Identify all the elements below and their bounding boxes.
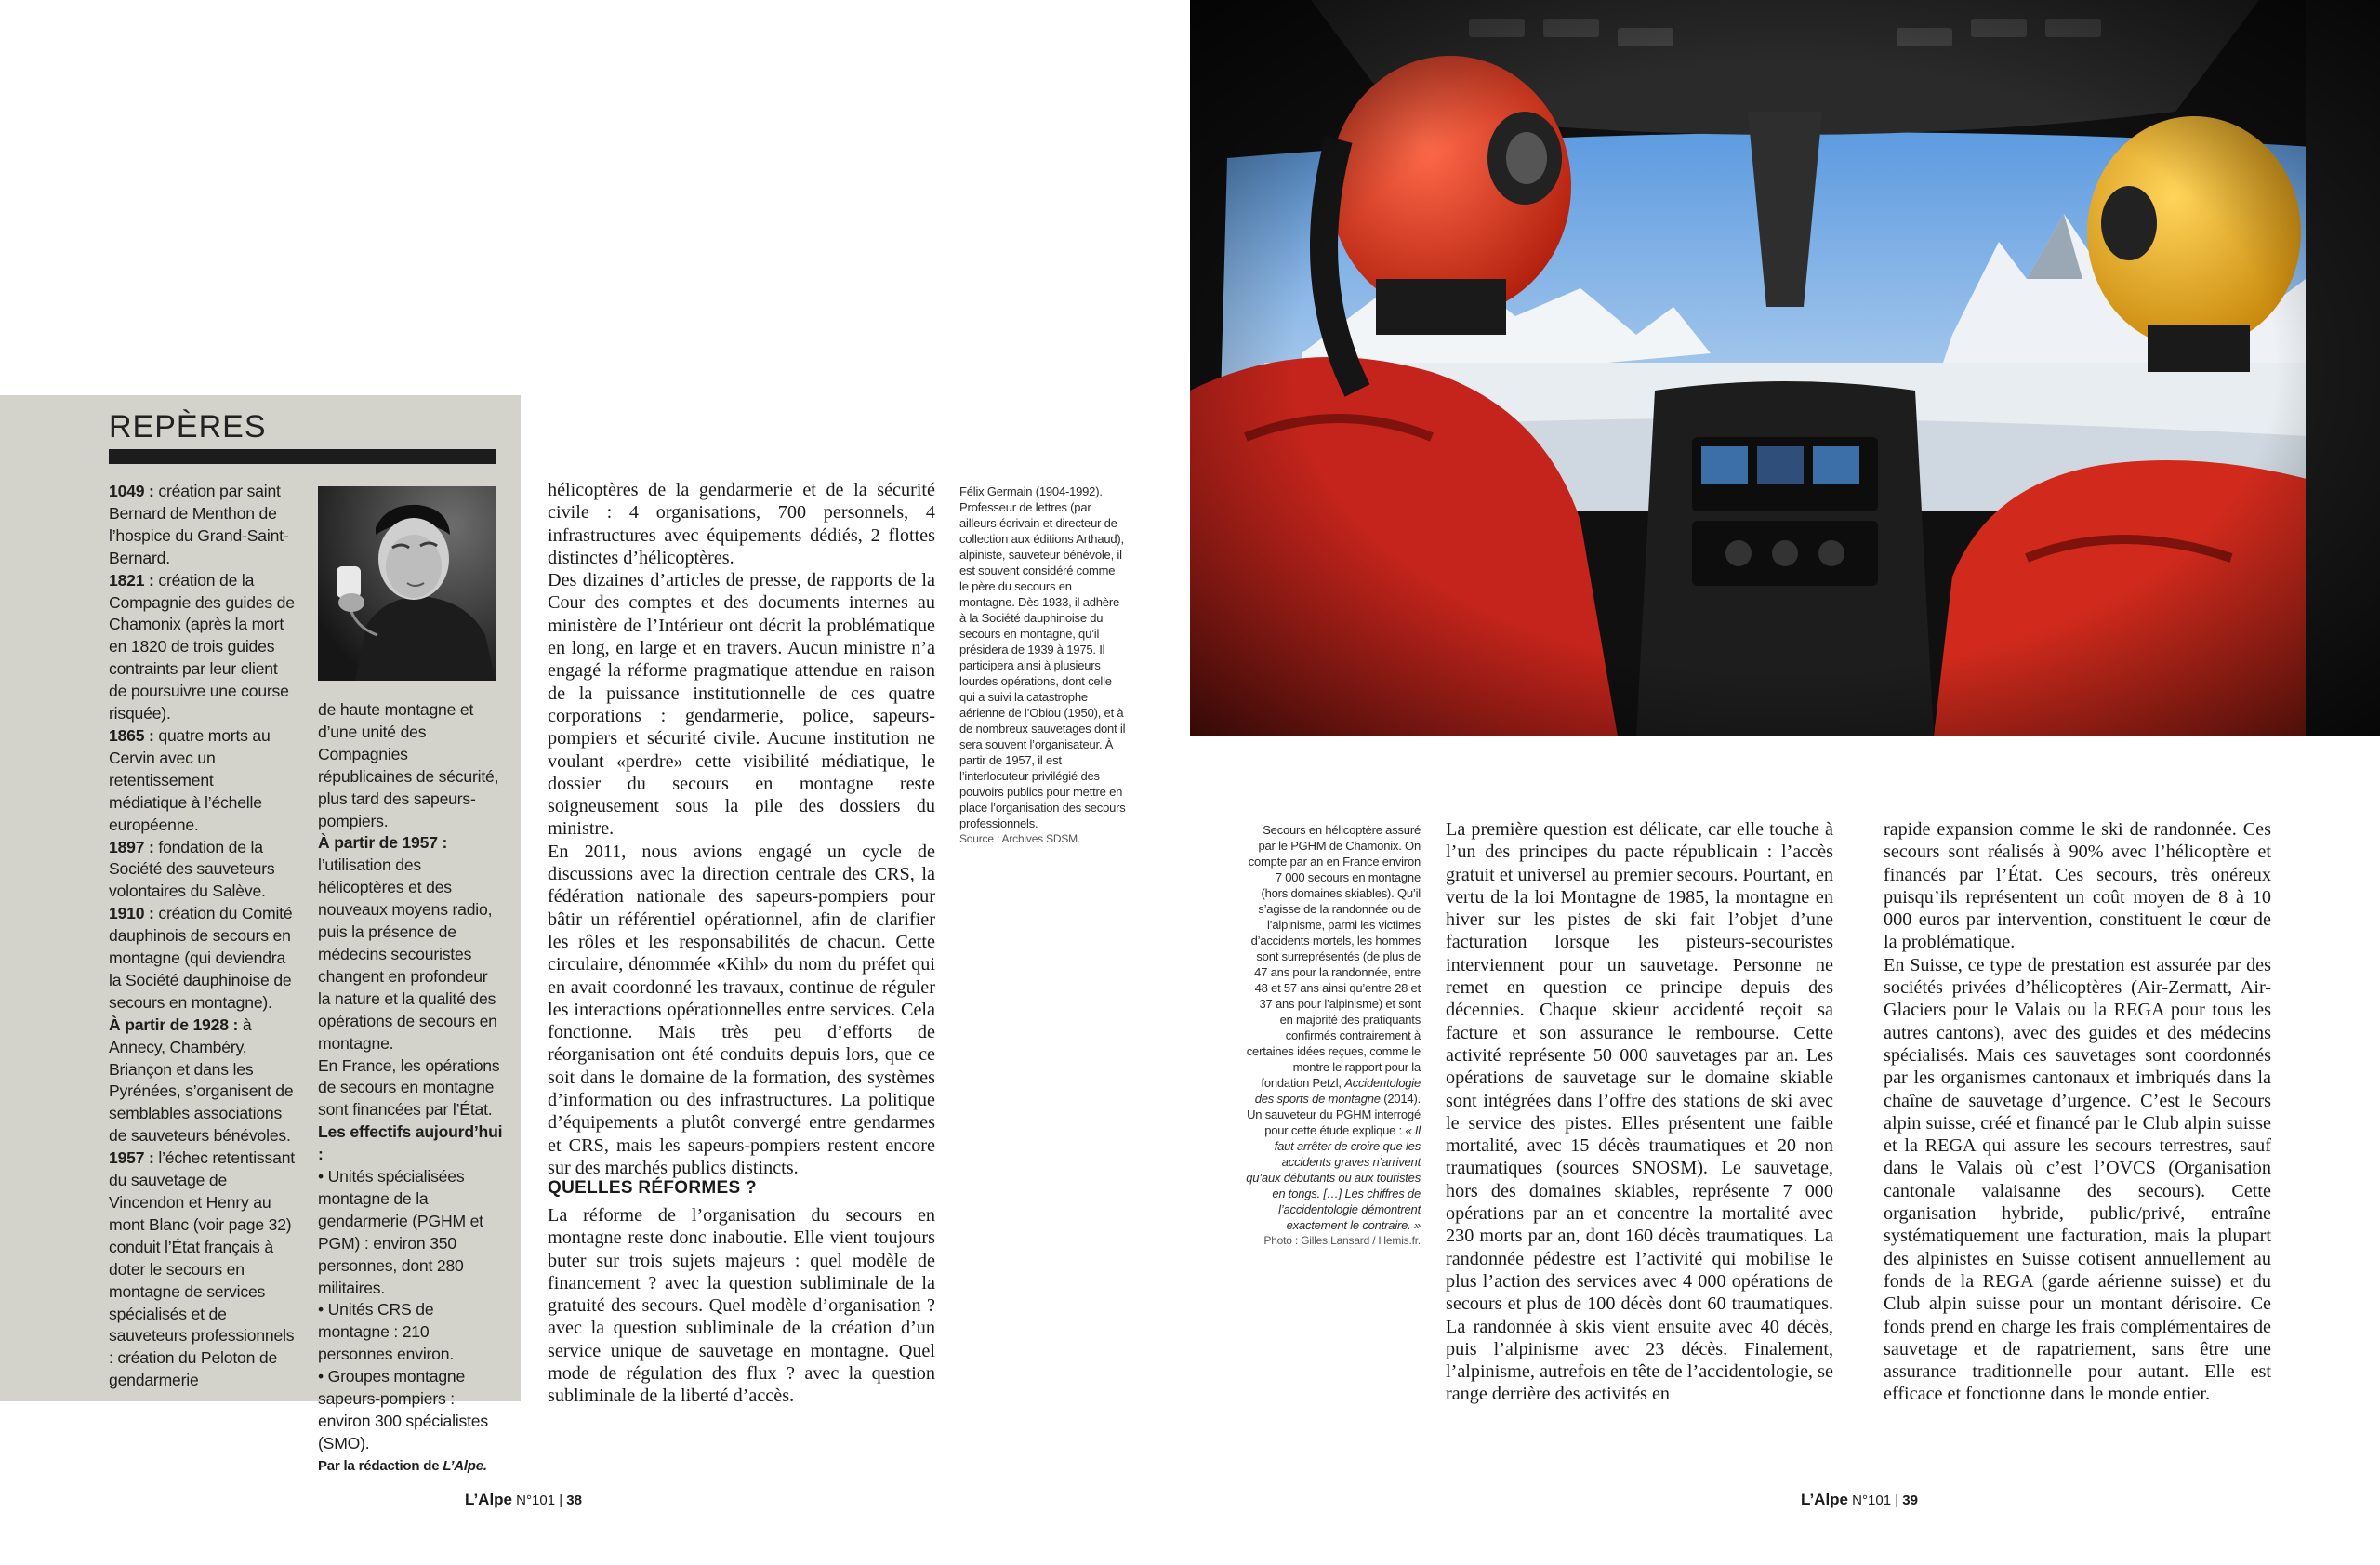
reperes-text: de haute montagne et d’une unité des Compagnies républicaines de sécurité, plus tard des sapeurs-pompiers. [318,700,499,830]
article-column-right-2 [1884,818,2271,1406]
reperes-entry: 1821 : création de la Compagnie des guides de Chamonix (après la mort en 1820 de trois guides contraints par leur client de poursuivre une course risquée). [109,570,295,723]
section-heading: QUELLES RÉFORMES ? [548,1178,757,1198]
photo-credit: Photo : Gilles Lansard / Hemis.fr. [1263,1234,1421,1247]
reperes-entry: 1910 : création du Comité dauphinois de secours en montagne (qui deviendra la Société dauphinoise de secours en montagne). [109,904,293,1012]
caption-source: Source : Archives SDSM. [959,832,1081,845]
reperes-entry: 1897 : fondation de la Société des sauveteurs volontaires du Salève. [109,837,275,901]
reperes-list-item: • Unités CRS de montagne : 210 personnes environ. [318,1300,455,1364]
caption-quote: « Il faut arrêter de croire que les accidents graves n’arrivent qu’aux débutants ou aux touristes en tongs. […] Les chiffres de l’accidentologie démontrent exactement le contraire. » [1246,1123,1421,1232]
paragraph: rapide expansion comme le ski de randonnée. Ces secours sont réalisés à 90% avec l’hélicoptère et financés par l’État. Ces secours, très onéreux puisqu’ils représentent un coût moyen de 8 à 10 000 euros par intervention, constituent le cœur de la problématique. [1884,819,2271,953]
reperes-column-1 [109,481,295,1392]
reperes-entry: 1865 : quatre morts au Cervin avec un retentissement médiatique à l’échelle européenne. [109,725,271,834]
paragraph: La première question est délicate, car elle touche à l’un des principes du pacte républicain : l’accès gratuit et universel au premier secours. Pourtant, en vertu de la loi Montagne de 1985, la montagne en hiver sur les pistes de ski fait l’objet d’une facturation lorsque les pisteurs-secouristes interviennent pour un sauvetage. Personne ne remet en question ce principe depuis des décennies. Chaque skieur accidenté reçoit sa facture et son assurance le rembourse. Cette activité représente 50 000 sauvetages par an. Les opérations de sauvetage sur le domaine skiable sont intégrées dans l’offre des stations de ski avec le service des pistes. Elles présentent une faible mortalité, avec 15 décès traumatiques et 20 non traumatiques (sources SNOSM). Le sauvetage, hors des domaines skiables, représente 7 000 opérations par an et concentre la mortalité avec 230 morts par an, dont 160 décès traumatiques. La randonnée pédestre est l’activité qui mobilise le plus l’action des services avec 4 000 opérations de secours et plus de 100 décès dont 60 traumatiques. La randonnée à skis vient ensuite avec 40 décès, puis l’alpinisme avec 23 décès. Finalement, l’alpinisme, autrefois en tête de l’accidentologie, se range derrière des activités en [1446,819,1833,1405]
reperes-credit: Par la rédaction de L’Alpe. [318,1457,487,1474]
photo-caption-helicopter [1246,822,1421,1249]
article-column-right-1 [1446,818,1833,1406]
page-folio-left: L’Alpe N°101 | 38 [465,1491,582,1508]
reperes-list-item: • Groupes montagne sapeurs-pompiers : environ 300 spécialistes (SMO). [318,1367,488,1452]
reperes-rule [109,449,496,464]
paragraph: Des dizaines d’articles de presse, de rapports de la Cour des comptes et des documents internes au ministère de l’Intérieur ont décrit la problématique en long, en large et en travers. Aucun ministre n’a engagé la réforme pragmatique attendue en raison de la puissance institutionnelle de ces quatre corporations : gendarmerie, police, sapeurs-pompiers et sécurité civile. Aucune institution ne voulant «perdre» cette visibilité médiatique, le dossier du secours en montagne reste soigneusement sous la pile des dossiers du ministre. [548,570,935,840]
helicopter-cockpit-photo [1190,0,2380,736]
reperes-entry: 1957 : l’échec retentissant du sauvetage de Vincendon et Henry au mont Blanc (voir page 32) conduit l’État français à doter le secours en montagne de services spécialisés et de sauveteurs professionnels : création du Peloton de gendarmerie [109,1148,295,1390]
article-column-left [548,479,935,1179]
paragraph: hélicoptères de la gendarmerie et de la sécurité civile : 4 organisations, 700 personnels, 4 infrastructures avec équipements dédiés, 2 flottes distinctes d’hélicoptères. [548,480,935,568]
reperes-list-item: • Unités spécialisées montagne de la gendarmerie (PGHM et PGM) : environ 350 personnes, dont 280 militaires. [318,1167,483,1297]
reperes-subhead: Les effectifs aujourd’hui : [318,1122,503,1164]
photo-caption-germain [959,484,1127,847]
page-folio-right: L’Alpe N°101 | 39 [1801,1491,1918,1508]
felix-germain-photo [318,486,496,681]
reperes-text: En France, les opérations de secours en montagne sont financées par l’État. [318,1055,500,1120]
caption-text: (2014). Un sauveteur du PGHM interrogé pour cette étude explique : [1247,1092,1421,1137]
reperes-column-2 [318,699,504,1478]
reperes-entry: 1049 : création par saint Bernard de Menthon de l’hospice du Grand-Saint-Bernard. [109,482,289,567]
paragraph: En Suisse, ce type de prestation est assurée par des sociétés privées d’hélicoptères (Air-Zermatt, Air-Glaciers pour le Valais ou la REGA pour tous les autres cantons), avec des guides et des médecins spécialisés. Mais ces sauvetages sont coordonnés par les organismes cantonaux et imbriqués dans la chaîne de sauvetage d’urgence. C’est le Secours alpin suisse, créé et financé par le Club alpin suisse et la REGA qui assure les secours terrestres, sauf dans le Valais où c’est l’OVCS (Organisation cantonale valaisanne des secours). Cette organisation hybride, public/privé, entraîne systématiquement une facturation, mais la plupart des alpinistes en Suisse cotisent annuellement au fonds de la REGA (garde aérienne suisse) et du Club alpin suisse pour un montant dérisoire. Ce fonds prend en charge les frais complémentaires de sauvetage et de rapatriement, sans être une assurance traditionnelle pour autant. Elle est efficace et fonctionne dans le monde entier. [1884,954,2271,1405]
caption-text: Secours en hélicoptère assuré par le PGHM de Chamonix. On compte par an en France environ 7 000 secours en montagne (hors domaines skiables). Qu’il s’agisse de la randonnée ou de l’alpinisme, parmi les victimes d’accidents mortels, les hommes sont surreprésentés (de plus de 47 ans pour la randonnée, entre 48 et 57 ans ainsi qu’entre 28 et 37 ans pour l’alpinisme) et sont en majorité des pratiquants confirmés contrairement à certaines idées reçues, comme le montre le rapport pour la fondation Petzl, [1246,823,1421,1090]
reperes-entry: À partir de 1957 : l’utilisation des hélicoptères et des nouveaux moyens radio, puis la présence de médecins secouristes changent en profondeur la nature et la qualité des opérations de secours en montagne. [318,833,497,1053]
caption-book-title: Accidentologie des sports de montagne [1254,1076,1421,1106]
reperes-entry: À partir de 1928 : à Annecy, Chambéry, Briançon et dans les Pyrénées, s’organisent de semblables associations de sauveteurs bénévoles. [109,1015,294,1146]
paragraph: En 2011, nous avions engagé un cycle de discussions avec la direction centrale des CRS, la fédération nationale des sapeurs-pompiers pour bâtir un référentiel opérationnel, afin de clarifier les rôles et les responsabilités de chacun. Cette circulaire, dénommée «Kihl» du nom du préfet qui en avait coordonné les travaux, continue de réguler les interactions opérationnelles entre services. Cela fonctionne. Mais très peu d’efforts de réorganisation ont été conduits depuis lors, que ce soit dans le domaine de la formation, des systèmes d’information ou des infrastructures. La politique d’équipements a plutôt convergé entre gendarmes et CRS, mais les sapeurs-pompiers restent encore sur des marchés publics distincts. [548,841,935,1178]
caption-text: Félix Germain (1904-1992). Professeur de lettres (par ailleurs écrivain et directeur de collection aux éditions Arthaud), alpiniste, sauveteur bénévole, il est souvent considéré comme le père du secours en montagne. Dès 1933, il adhère à la Société dauphinoise du secours en montagne, qu’il présidera de 1939 à 1975. Il participera ainsi à plusieurs lourdes opérations, dont celle qui a suivi la catastrophe aérienne de l’Obiou (1950), et à de nombreux sauvetages dont il sera souvent l’organisateur. À partir de 1957, il est l’interlocuteur privilégié des pouvoirs publics pour mettre en place l’organisation des secours professionnels. [959,484,1126,830]
paragraph: La réforme de l’organisation du secours en montagne reste donc inaboutie. Elle vient toujours buter sur trois sujets majeurs : quel modèle de financement ? avec la question subliminale de la gratuité des secours. Quel modèle d’organisation ? avec la question subliminale de la création d’un service unique de sauvetage en montagne. Quel mode de régulation des flux ? avec la question subliminale de la liberté d’accès. [548,1205,935,1407]
reperes-title: REPÈRES [109,409,267,444]
article-column-left-bottom [548,1204,935,1408]
